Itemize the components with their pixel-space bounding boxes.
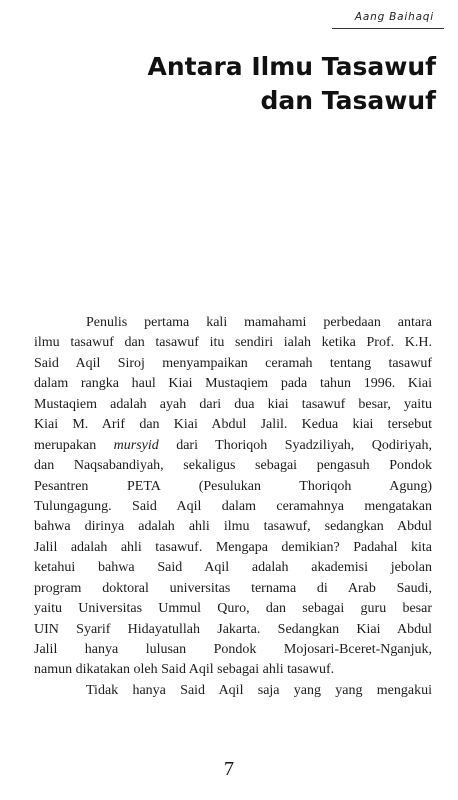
italic-term: mursyid — [113, 437, 159, 453]
text-line: namun dikatakan oleh Said Aqil sebagai ahli tasawuf. — [34, 662, 335, 678]
text-line — [34, 436, 432, 456]
text-line: Tidak hanya Said Aqil saja yang yang mengakui — [86, 682, 432, 698]
text-line: ketahui bahwa Said Aqil adalah akademisi jebolan — [34, 560, 432, 576]
chapter-title-line-2: dan Tasawuf — [260, 86, 436, 115]
text-line: yaitu Universitas Ummul Quro, dan sebagai guru besar — [34, 601, 432, 617]
text-segment: dari Thoriqoh Syadziliyah, Qodiriyah, — [158, 437, 432, 453]
text-line: Kiai M. Arif dan Kiai Abdul Jalil. Kedua kiai tersebut — [34, 417, 432, 433]
text-line: Jalil adalah ahli tasawuf. Mengapa demikian? Padahal kita — [34, 539, 432, 555]
text-line: bahwa dirinya adalah ahli ilmu tasawuf, sedangkan Abdul — [34, 519, 432, 535]
text-line: dan Naqsabandiyah, sekaligus sebagai pengasuh Pondok — [34, 458, 432, 474]
text-segment: merupakan — [34, 437, 114, 453]
page-number: 7 — [224, 758, 234, 780]
running-head: Aang Baihaqi — [354, 11, 434, 23]
header-rule — [332, 28, 444, 29]
body-text — [34, 313, 432, 701]
chapter-title-line-1: Antara Ilmu Tasawuf — [147, 52, 436, 81]
text-line: program doktoral universitas ternama di Arab Saudi, — [34, 580, 432, 596]
text-line: Tulungagung. Said Aqil dalam ceramahnya mengatakan — [34, 498, 432, 514]
chapter-title — [36, 50, 436, 118]
text-line: Jalil hanya lulusan Pondok Mojosari-Bceret-Nganjuk, — [34, 642, 432, 657]
text-line: Pesantren PETA (Pesulukan Thoriqoh Agung) — [34, 478, 432, 494]
text-line: ilmu tasawuf dan tasawuf itu sendiri ialah ketika Prof. K.H. — [34, 335, 432, 351]
text-line: dalam rangka haul Kiai Mustaqiem pada tahun 1996. Kiai — [34, 376, 432, 392]
text-line: Said Aqil Siroj menyampaikan ceramah tentang tasawuf — [34, 355, 432, 371]
text-line: UIN Syarif Hidayatullah Jakarta. Sedangkan Kiai Abdul — [34, 621, 432, 637]
text-line: Mustaqiem adalah ayah dari dua kiai tasawuf besar, yaitu — [34, 396, 432, 412]
text-line: Penulis pertama kali mamahami perbedaan antara — [86, 315, 432, 330]
